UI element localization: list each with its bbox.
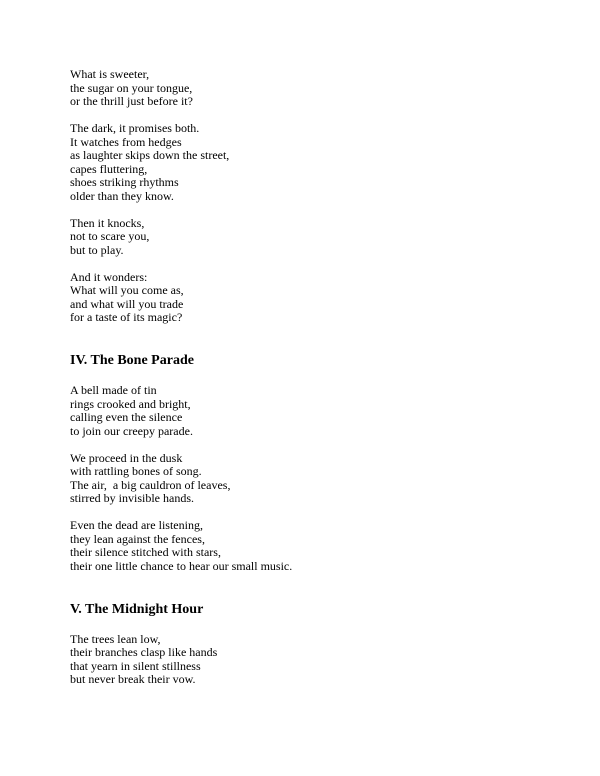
section-heading: IV. The Bone Parade [70,353,194,368]
poem-line: What is sweeter, [70,67,150,81]
poem-line: The air, a big cauldron of leaves, [70,477,231,492]
poem-line: their branches clasp like hands [70,645,218,659]
poem-line: Even the dead are listening, [70,518,203,532]
stanza [70,452,560,506]
poem-line: We proceed in the dusk [70,450,183,465]
poem-line: older than they know. [70,188,174,203]
poem-line: calling even the silence [70,410,183,424]
poem-line: for a taste of its magic? [70,310,183,324]
poem-line: but to play. [70,242,124,257]
poem-line: but never break their vow. [70,672,196,686]
poem-line: What will you come as, [70,283,184,297]
poem-line: not to scare you, [70,229,150,243]
poem-content [70,68,560,687]
poem-line: or the thrill just before it? [70,94,193,108]
stanza [70,384,560,438]
poem-line: The trees lean low, [70,631,161,646]
section-heading: V. The Midnight Hour [70,601,204,617]
poem-line: And it wonders: [70,269,148,284]
poem-line: as laughter skips down the street, [70,148,230,162]
poem-line: It watches from hedges [70,134,182,149]
poem-line: their one little chance to hear our small music. [70,558,293,573]
stanza [70,217,560,258]
stanza [70,122,560,203]
poem-line: rings crooked and bright, [70,396,191,411]
poem-line: their silence stitched with stars, [70,545,221,559]
poem-line: that yearn in silent stillness [70,658,201,673]
poem-line: The dark, it promises both. [70,121,200,135]
poem-line: and what will you trade [70,296,184,311]
poem-line: capes fluttering, [70,161,148,176]
poem-line: with rattling bones of song. [70,464,202,478]
poem-line: to join our creepy parade. [70,423,193,438]
poem-line: Then it knocks, [70,215,145,230]
stanza [70,519,560,573]
stanza [70,68,560,109]
stanza [70,633,560,687]
poem-line: they lean against the fences, [70,531,205,546]
poem-line: stirred by invisible hands. [70,491,194,505]
poem-line: A bell made of tin [70,383,157,397]
stanza [70,271,560,325]
poem-line: shoes striking rhythms [70,175,179,189]
poem-line: the sugar on your tongue, [70,80,193,95]
